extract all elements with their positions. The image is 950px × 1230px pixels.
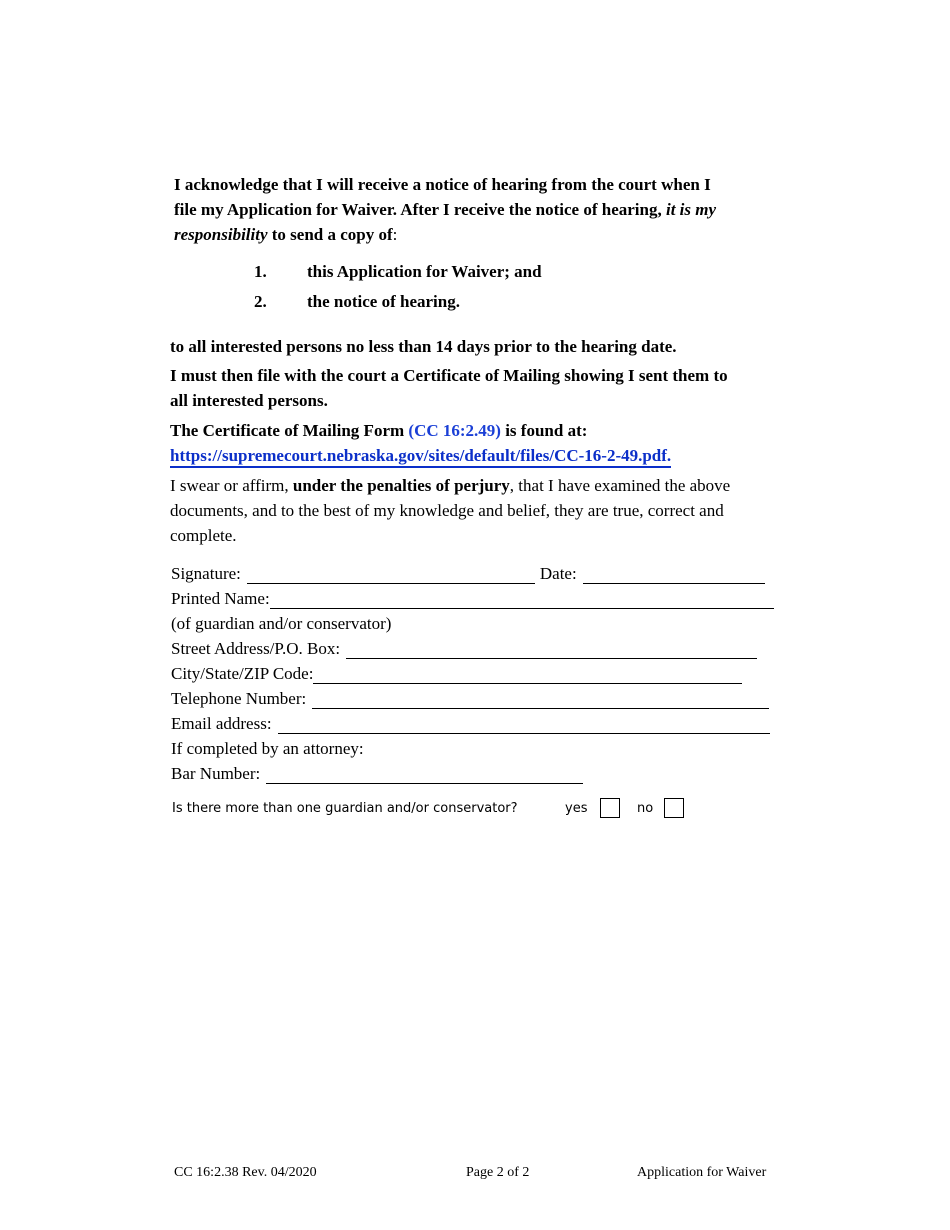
telephone-field[interactable] bbox=[312, 693, 769, 709]
oath-line-3: complete. bbox=[170, 526, 237, 545]
printed-name-label: Printed Name: bbox=[171, 589, 270, 608]
oath-line-1: I swear or affirm, under the penalties of perjury, that I have examined the above bbox=[170, 476, 731, 495]
printed-name-note: (of guardian and/or conservator) bbox=[171, 614, 392, 633]
certificate-form-reference: The Certificate of Mailing Form (CC 16:2.49) is found at: bbox=[170, 421, 588, 440]
street-address-row bbox=[171, 639, 757, 659]
notice-deadline-text: to all interested persons no less than 14 days prior to the hearing date. bbox=[170, 337, 677, 356]
email-row bbox=[171, 714, 770, 734]
certificate-url-row bbox=[170, 443, 671, 468]
no-checkbox[interactable] bbox=[664, 798, 684, 818]
list-number: 1. bbox=[254, 262, 267, 281]
footer-page-number: Page 2 of 2 bbox=[466, 1165, 530, 1180]
date-label: Date: bbox=[539, 564, 577, 583]
email-label: Email address: bbox=[171, 714, 272, 733]
bar-number-row bbox=[171, 764, 583, 784]
certificate-line-2: all interested persons. bbox=[170, 391, 328, 410]
yes-label: yes bbox=[565, 801, 588, 816]
street-address-field[interactable] bbox=[346, 643, 757, 659]
printed-name-row bbox=[171, 589, 774, 609]
bar-number-label: Bar Number: bbox=[171, 764, 261, 783]
list-number: 2. bbox=[254, 292, 267, 311]
date-field[interactable] bbox=[583, 568, 765, 584]
list-item bbox=[254, 289, 267, 314]
signature-row bbox=[171, 564, 765, 584]
signature-label: Signature: bbox=[171, 564, 241, 583]
email-field[interactable] bbox=[278, 718, 770, 734]
telephone-label: Telephone Number: bbox=[171, 689, 307, 708]
city-state-zip-row bbox=[171, 664, 742, 684]
certificate-line-1: I must then file with the court a Certificate of Mailing showing I sent them to bbox=[170, 366, 728, 385]
bar-number-field[interactable] bbox=[266, 768, 583, 784]
printed-name-field[interactable] bbox=[270, 593, 774, 609]
street-address-label: Street Address/P.O. Box: bbox=[171, 639, 341, 658]
no-label: no bbox=[637, 801, 654, 816]
footer-form-code: CC 16:2.38 Rev. 04/2020 bbox=[174, 1165, 317, 1180]
list-item bbox=[254, 259, 267, 284]
list-item-text: the notice of hearing. bbox=[307, 292, 460, 311]
footer-form-title: Application for Waiver bbox=[637, 1165, 767, 1180]
emphasis-it-is-my: it is my bbox=[665, 200, 717, 219]
acknowledgement-line-3: responsibility to send a copy of: bbox=[174, 225, 398, 244]
attorney-note: If completed by an attorney: bbox=[171, 739, 364, 758]
form-code-link[interactable]: (CC 16:2.49) bbox=[408, 421, 501, 440]
signature-field[interactable] bbox=[247, 568, 535, 584]
acknowledgement-line-2: file my Application for Waiver. After I receive the notice of hearing, it is my bbox=[174, 200, 717, 219]
certificate-url-link[interactable]: https://supremecourt.nebraska.gov/sites/default/files/CC-16-2-49.pdf. bbox=[170, 446, 671, 468]
city-state-zip-label: City/State/ZIP Code: bbox=[171, 664, 314, 683]
acknowledgement-line-1: I acknowledge that I will receive a notice of hearing from the court when I bbox=[174, 175, 711, 194]
list-item-text: this Application for Waiver; and bbox=[307, 262, 542, 281]
oath-line-2: documents, and to the best of my knowledge and belief, they are true, correct and bbox=[170, 501, 724, 520]
telephone-row bbox=[171, 689, 769, 709]
emphasis-responsibility: responsibility bbox=[174, 225, 268, 244]
multiple-guardian-question: Is there more than one guardian and/or conservator? bbox=[172, 801, 518, 816]
city-state-zip-field[interactable] bbox=[313, 668, 742, 684]
yes-checkbox[interactable] bbox=[600, 798, 620, 818]
